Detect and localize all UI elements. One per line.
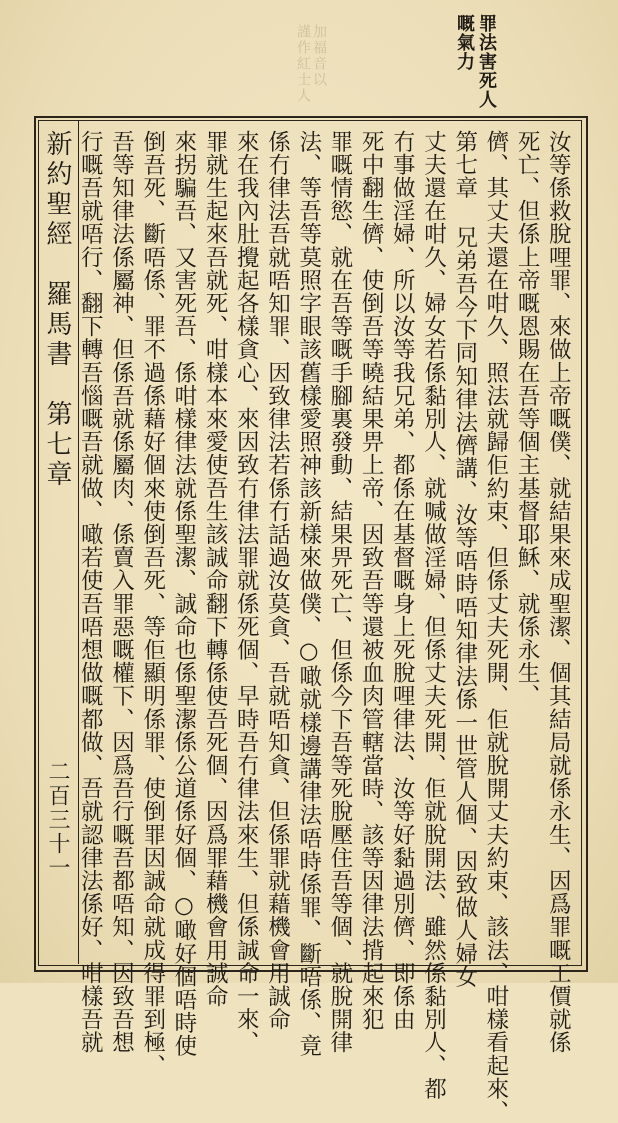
text-column: 儕、其丈夫還在咁久、照法就歸佢約束、但係丈夫死開、佢就脫開丈夫約束、該法、咁樣看起來、 — [482, 130, 509, 1123]
text-column: 來在我內肚攪起各樣貪心、來因致冇律法罪就係死個、早時吾冇律法來生、但係誠命一來、 — [233, 130, 260, 1054]
header-book-title: 新約聖經 — [42, 130, 72, 250]
text-column: 倒吾死、斷唔係、罪不過係藉好個來使倒吾死、等佢顯明係罪、使倒罪因誠命就成得罪到極、 — [139, 130, 166, 1078]
bleed-through-text-1: 加福音以 — [311, 24, 327, 88]
text-column: 第七章 兄弟吾今下同知律法儕講、汝等唔時唔知律法係一世管人個、因致做人婦女 — [451, 130, 478, 989]
text-column: 丈夫還在咁久、婦女若係黏別人、就喊做淫婦、但係丈夫死開、佢就脫開法、雖然係黏別人、都 — [420, 130, 447, 1101]
text-column: 行嘅吾就唔行、翻下轉吾惱嘅吾就做、噉若使吾唔想做嘅都做、吾就認律法係好、咁樣吾就 — [77, 130, 104, 1054]
margin-annotation-line-1: 罪法害死人 — [476, 14, 497, 109]
text-column: 死亡、但係上帝嘅恩賜在吾等個主基督耶穌、就係永生、 — [514, 130, 541, 708]
margin-annotation-line-2: 嘅氣力 — [454, 14, 475, 71]
text-column: 罪嘅情慾、就在吾等嘅手腳裏發動、結果畀死亡、但係今下吾等死脫壓住吾等個、就脫開律 — [326, 130, 353, 1054]
text-column: 係冇律法吾就唔知罪、因致律法若係冇話過汝莫貪、吾就唔知貪、但係罪就藉機會用誠命 — [264, 130, 291, 1031]
bleed-through-text-2: 謹作紅士人 — [295, 24, 311, 104]
text-column: 罪就生起來吾就死、咁樣本來愛使吾生該誠命翻下轉係使吾死個、因爲罪藉機會用誠命 — [202, 130, 229, 1008]
page-number: 二百三十一 — [45, 760, 70, 880]
header-chapter: 第七章 — [42, 400, 72, 490]
text-column: 吾等知律法係屬神、但係吾就係屬肉、係賣入罪惡嘅權下、因爲吾行嘅吾都唔知、因致吾想 — [108, 130, 135, 1054]
text-column: 死中翻生儕、使倒吾等曉結果畀上帝、因致吾等還被血肉管轄當時、該等因律法揹起來犯 — [358, 130, 385, 1031]
running-header — [44, 130, 70, 490]
text-column: 冇事做淫婦、所以汝等我兄弟、都係在基督嘅身上死脫哩律法、汝等好黏過別儕、即係由 — [389, 130, 416, 1031]
text-column: 法、等吾等莫照字眼該舊樣愛照神該新樣來做僕、○噉就樣邊講律法唔時係罪、斷唔係、竟 — [295, 130, 322, 1058]
text-column: 汝等係救脫哩罪、來做上帝嘅僕、就結果來成聖潔、個其結局就係永生、因爲罪嘅工價就係 — [545, 130, 572, 1054]
header-chapter-book: 羅馬書 — [42, 280, 72, 370]
text-column: 來拐騙吾、又害死吾、係咁樣律法就係聖潔、誠命也係聖潔係公道係好個、○噉好個唔時使 — [170, 130, 197, 1058]
